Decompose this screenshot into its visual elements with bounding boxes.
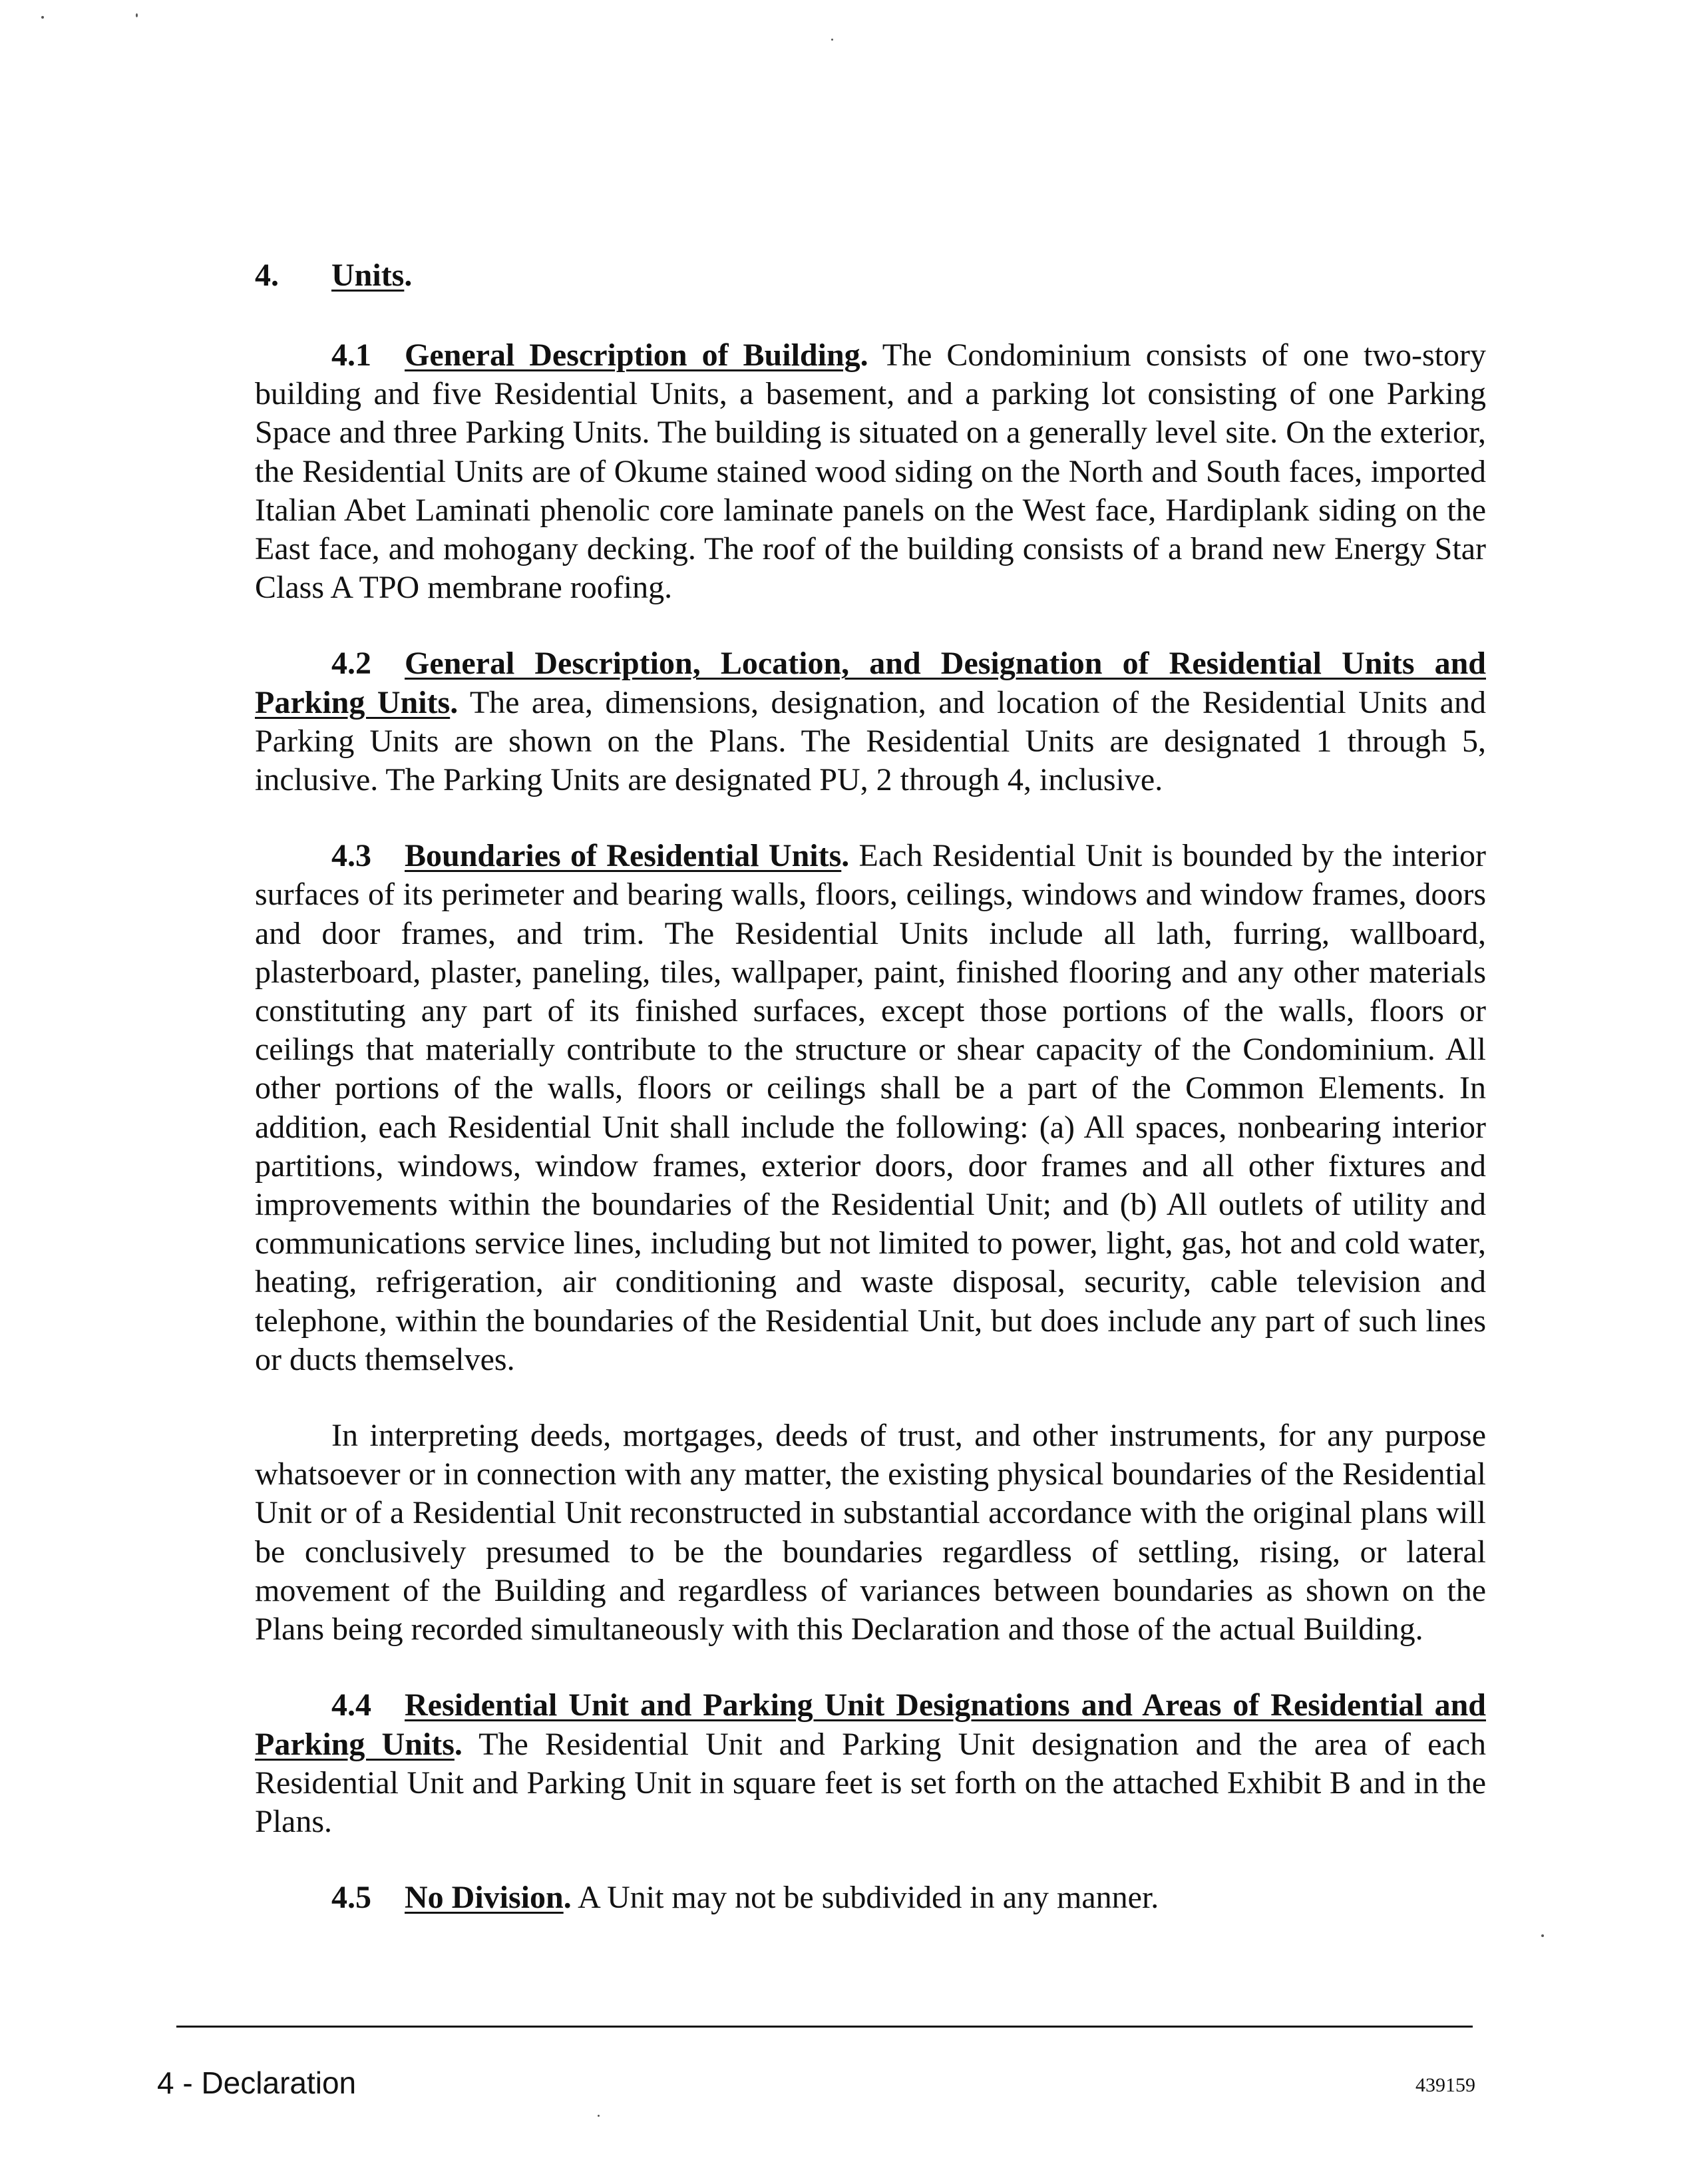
subsection-4-1: 4.1 General Description of Building. The Condominium consists of one two-story building and five Residential Units, a basement, and a parking lot consisting of one Parking Space and three Parking Units. The building is situated on a generally level site. On the exterior, the Residential Units are of Okume stained wood siding on the North and South faces, imported Italian Abet Laminati phenolic core laminate panels on the West face, Hardiplank siding on the East face, and mohogany decking. The roof of the building consists of a brand new Energy Star Class A TPO membrane roofing. bbox=[255, 337, 1486, 606]
paragraph-text: In interpreting deeds, mortgages, deeds of trust, and other instruments, for any purpose whatsoever or in connection with any matter, the existing physical boundaries of the Residential Unit or of a Residential Unit reconstructed in substantial accordance with the original plans will be conclusively presumed to be the boundaries regardless of settling, rising, or lateral movement of the Building and regardless of variances between boundaries as shown on the Plans being recorded simultaneously with this Declaration and those of the actual Building. bbox=[255, 1418, 1486, 1647]
scan-speck bbox=[41, 16, 44, 19]
section-heading bbox=[255, 256, 1486, 295]
subsection-title: No Division bbox=[405, 1880, 564, 1916]
section-title-suffix: . bbox=[404, 258, 413, 293]
scan-speck bbox=[831, 39, 833, 41]
subsection-title: General Description, Location, and Designation of Residential Units and Parking Units bbox=[255, 646, 1486, 720]
subsection-text: The Condominium consists of one two-story building and five Residential Units, a basement, and a parking lot consisting of one Parking Space and three Parking Units. The building is situated on a generally level site. On the exterior, the Residential Units are of Okume stained wood siding on the North and South faces, imported Italian Abet Laminati phenolic core laminate panels on the West face, Hardiplank siding on the East face, and mohogany decking. The roof of the building consists of a brand new Energy Star Class A TPO membrane roofing. bbox=[255, 337, 1486, 606]
subsection-4-2: 4.2 General Description, Location, and Designation of Residential Units and Parking Units. The area, dimensions, designation, and location of the Residential Units and Parking Units are shown on the Plans. The Residential Units are designated 1 through 5, inclusive. The Parking Units are designated PU, 2 through 4, inclusive. bbox=[255, 646, 1486, 798]
subsection-title: Boundaries of Residential Units bbox=[405, 838, 842, 874]
subsection-number: 4.3 bbox=[331, 838, 371, 874]
section-title: Units bbox=[331, 258, 405, 293]
subsection-4-3-continued bbox=[255, 1417, 1486, 1649]
scan-speck bbox=[136, 13, 138, 17]
subsection-4-4: 4.4 Residential Unit and Parking Unit Designations and Areas of Residential and Parking Units. The Residential Unit and Parking Unit designation and the area of each Residential Unit and Parking Unit in square feet is set forth on the attached Exhibit B and in the Plans. bbox=[255, 1687, 1486, 1839]
subsection-4-5: 4.5 No Division. A Unit may not be subdivided in any manner. bbox=[255, 1878, 1486, 1917]
section-number: 4. bbox=[255, 258, 279, 293]
footer-page-label: 4 - Declaration bbox=[157, 2066, 357, 2100]
subsection-text: Each Residential Unit is bounded by the interior surfaces of its perimeter and bearing walls, floors, ceilings, windows and window frames, doors and door frames, and trim. The Residential Units include all lath, furring, wallboard, plasterboard, plaster, paneling, tiles, wallpaper, paint, finished flooring and any other materials constituting any part of its finished surfaces, except those portions of the walls, floors or ceilings that materially contribute to the structure or shear capacity of the Condominium. All other portions of the walls, floors or ceilings shall be a part of the Common Elements. In addition, each Residential Unit shall include the following: (a) All spaces, nonbearing interior partitions, windows, window frames, exterior doors, door frames and all other fixtures and improvements within the boundaries of the Residential Unit; and (b) All outlets of utility and communications service lines, including but not limited to power, light, gas, hot and cold water, heating, refrigeration, air conditioning and waste disposal, security, cable television and telephone, within the boundaries of the Residential Unit, but does include any part of such lines or ducts themselves. bbox=[255, 838, 1486, 1377]
subsection-number: 4.5 bbox=[331, 1880, 371, 1916]
subsection-number: 4.1 bbox=[331, 337, 371, 373]
scan-speck bbox=[598, 2115, 600, 2117]
scan-speck bbox=[1541, 1934, 1544, 1937]
subsection-text: The Residential Unit and Parking Unit designation and the area of each Residential Unit and Parking Unit in square feet is set forth on the attached Exhibit B and in the Plans. bbox=[255, 1726, 1486, 1839]
footer-doc-number: 439159 bbox=[1415, 2074, 1475, 2096]
subsection-text: A Unit may not be subdivided in any manner. bbox=[571, 1880, 1159, 1916]
subsection-number: 4.2 bbox=[331, 646, 371, 682]
subsection-4-3: 4.3 Boundaries of Residential Units. Each Residential Unit is bounded by the interior surfaces of its perimeter and bearing walls, floors, ceilings, windows and window frames, doors and door frames, and trim. The Residential Units include all lath, furring, wallboard, plasterboard, plaster, paneling, tiles, wallpaper, paint, finished flooring and any other materials constituting any part of its finished surfaces, except those portions of the walls, floors or ceilings that materially contribute to the structure or shear capacity of the Condominium. All other portions of the walls, floors or ceilings shall be a part of the Common Elements. In addition, each Residential Unit shall include the following: (a) All spaces, nonbearing interior partitions, windows, window frames, exterior doors, door frames and all other fixtures and improvements within the boundaries of the Residential Unit; and (b) All outlets of utility and communications service lines, including but not limited to power, light, gas, hot and cold water, heating, refrigeration, air conditioning and waste disposal, security, cable television and telephone, within the boundaries of the Residential Unit, but does include any part of such lines or ducts themselves. bbox=[255, 838, 1486, 1377]
subsection-text: The area, dimensions, designation, and location of the Residential Units and Parking Units are shown on the Plans. The Residential Units are designated 1 through 5, inclusive. The Parking Units are designated PU, 2 through 4, inclusive. bbox=[255, 684, 1486, 798]
subsection-number: 4.4 bbox=[331, 1687, 371, 1723]
subsection-title: General Description of Building bbox=[405, 337, 860, 373]
subsection-title: Residential Unit and Parking Unit Designations and Areas of Residential and Parking Units bbox=[255, 1687, 1486, 1762]
footer-divider bbox=[176, 2026, 1473, 2028]
document-body bbox=[255, 256, 1486, 1954]
